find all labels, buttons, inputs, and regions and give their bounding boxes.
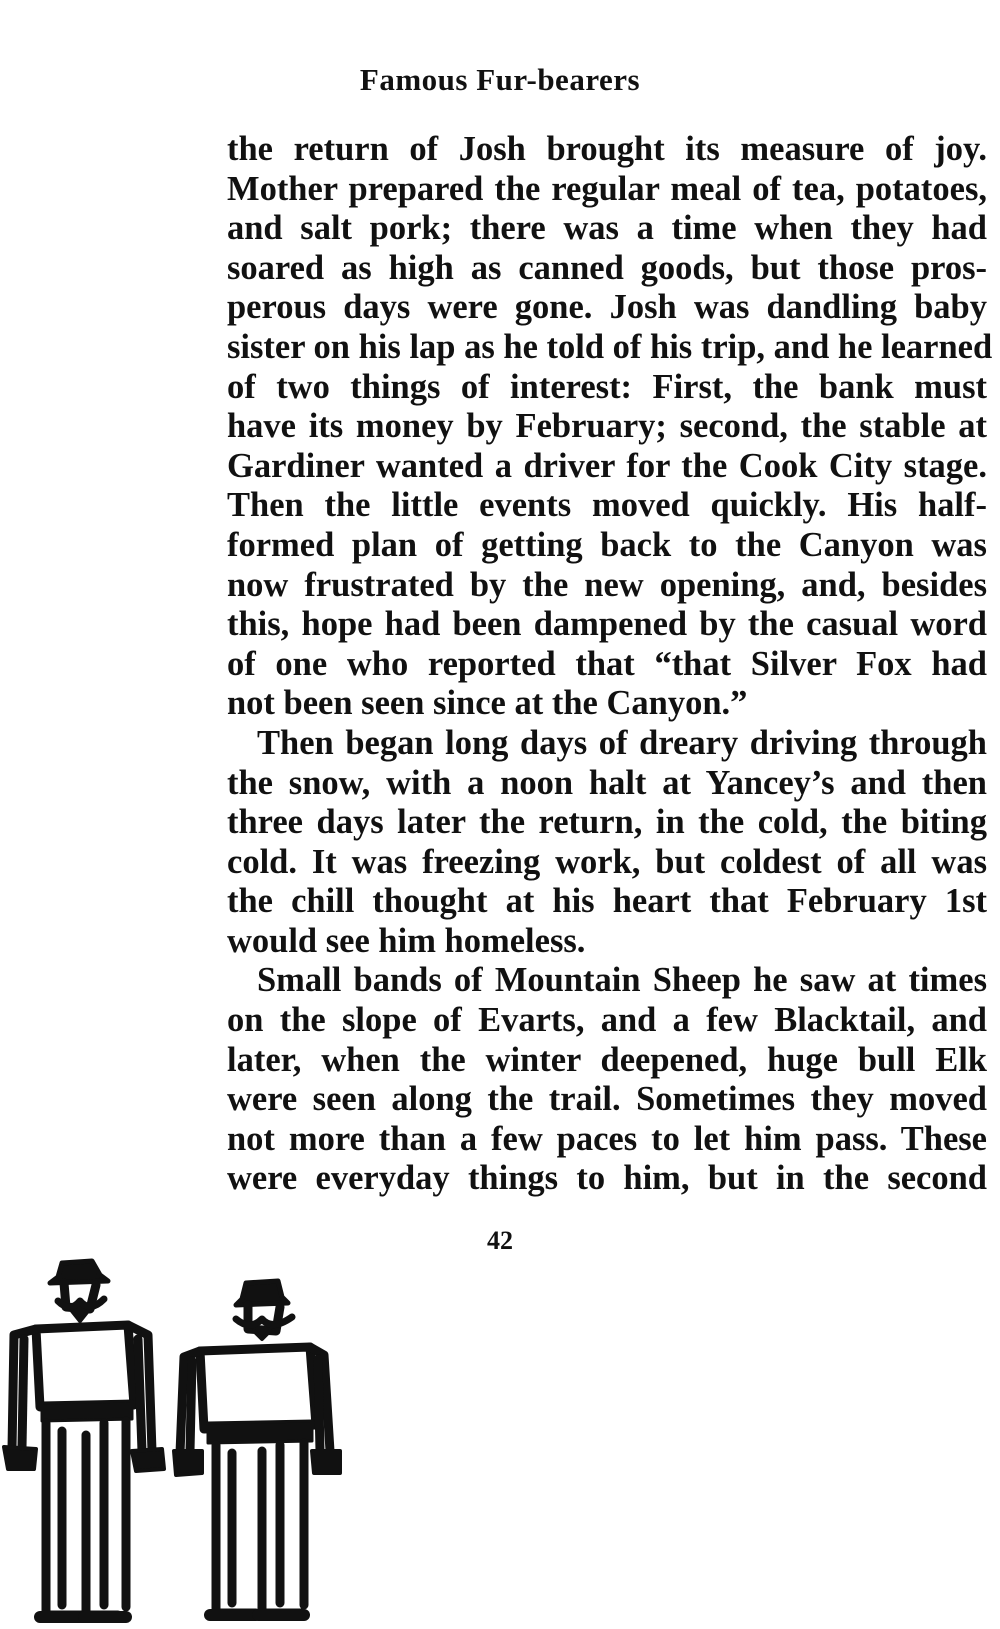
text-line: this, hope had been dampened by the casual word [227,605,987,644]
text-line: have its money by February; second, the stable at [227,407,987,446]
text-line: Gardiner wanted a driver for the Cook City stage. [227,446,987,485]
text-line: Then began long days of dreary driving through [257,723,987,762]
paragraph-3 [227,961,987,1199]
text-line: not more than a few paces to let him pass. These [227,1119,987,1158]
text-line: three days later the return, in the cold, the biting [227,803,987,842]
text-line: on the slope of Evarts, and a few Blacktail, and [227,1001,987,1040]
paragraph-2 [227,724,987,962]
text-line: the return of Josh brought its measure of joy. [227,130,987,168]
running-head: Famous Fur-bearers [359,62,641,97]
text-line: sister on his lap as he told of his trip, and he learned [227,327,993,366]
text-line: would see him homeless. [227,921,586,960]
two-figures-illustration [0,1255,370,1629]
text-line: perous days were gone. Josh was dandling baby [227,288,987,327]
text-line: Mother prepared the regular meal of tea, potatoes, [227,169,987,208]
left-figure [4,1261,164,1617]
text-line: were everyday things to him, but in the second [227,1159,987,1198]
text-line: now frustrated by the new opening, and, besides [227,565,987,604]
text-line: formed plan of getting back to the Canyon was [227,525,987,564]
right-figure [174,1281,340,1615]
text-line: soared as high as canned goods, but those pros- [227,248,987,287]
text-line: of two things of interest: First, the bank must [227,367,987,406]
text-line: later, when the winter deepened, huge bull Elk [227,1040,987,1079]
text-line: of one who reported that “that Silver Fox had [227,644,987,683]
text-line: and salt pork; there was a time when they had [227,209,987,248]
text-line: cold. It was freezing work, but coldest of all was [227,842,987,881]
text-line: Small bands of Mountain Sheep he saw at times [257,961,987,1000]
text-line: were seen along the trail. Sometimes they moved [227,1080,987,1119]
page-number: 42 [487,1226,513,1255]
body-text [227,130,993,1199]
text-line: the snow, with a noon halt at Yancey’s and then [227,763,987,802]
paragraph-1 [227,130,993,724]
text-line: Then the little events moved quickly. His half- [227,486,987,525]
text-line: not been seen since at the Canyon.” [227,684,748,723]
text-line: the chill thought at his heart that February 1st [227,882,987,921]
